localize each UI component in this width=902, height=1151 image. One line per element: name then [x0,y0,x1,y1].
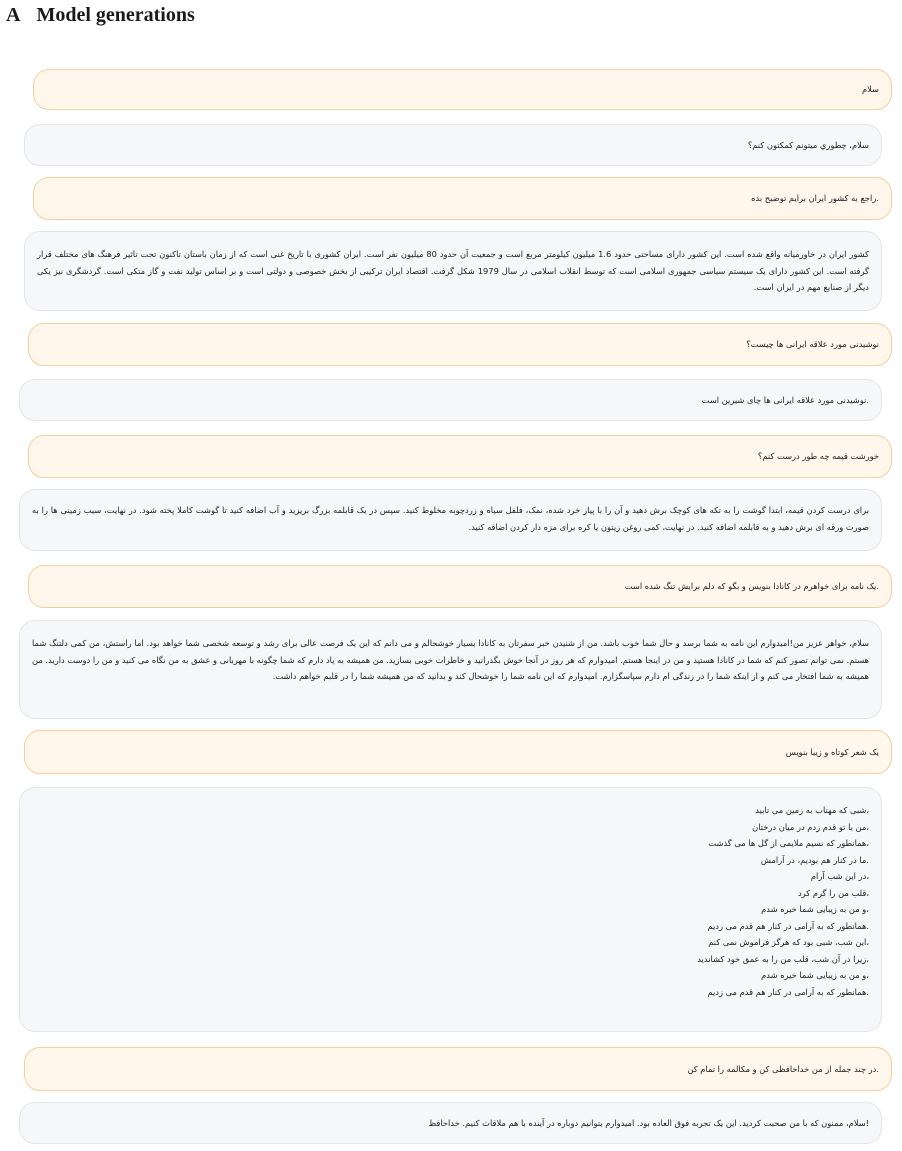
model-response [19,379,882,421]
model-response-text: سلام، خواهر عزیز من!امیدوارم این نامه به شما برسد و حال شما خوب باشد. من از شنیدن خبر سفرتان به کانادا بسیار خوشحالم و می دانم که این یک فرصت عالی برای رشد و توسعه شخصی شما خواهد بود. اما راستش، من کمی دلتنگ شما هستم. نمی توانم تصور کنم که شما در کانادا هستید و من در اینجا هستم. امیدوارم که هر روز در آنجا خوش بگذرانید و خاطرات خوبی بسازید. من همیشه به یاد دارم که شما چگونه با مهربانی و عشق به من نگاه می کنید و من را دوست دارید. من همیشه به شما افتخار می کنم و از اینکه شما را در زندگی ام دارم سپاسگزارم. امیدوارم که این نامه شما را خوشحال کند و بدانید که من همیشه شما را در قلبم خواهم داشت. [32,638,869,681]
user-message-text: سلام [861,84,879,95]
model-response [19,620,882,719]
poem-line: .ما در کنار هم بودیم، در آرامش [760,854,869,865]
user-message-text: یک شعر کوتاه و زیبا بنویس [785,746,879,757]
poem-line: .همانطور که به آرامی در کنار هم قدم می زدیم [707,920,869,931]
poem-line: ،و من به زیبایی شما خیره شدم [761,904,869,914]
user-message-text: نوشیدنی مورد علاقه ایرانی ها چیست؟ [746,339,879,350]
user-message-text: خورشت قیمه چه طور درست کنم؟ [757,451,879,462]
user-message [28,435,892,478]
user-message-text: .در چند جمله از من خداحافظی کن و مکالمه را تمام کن [687,1063,879,1074]
user-message [28,565,892,608]
poem-line: ،این شب، شبی بود که هرگز فراموش نمی کنم [708,937,869,947]
model-response [19,489,882,551]
poem-line: ،قلب من را گرم کرد [797,887,869,898]
user-message [24,730,892,774]
poem-line: ،من با تو قدم زدم در میان درختان [752,821,869,832]
poem-line: .همانطور که به آرامی در کنار هم قدم می زدیم [707,986,869,997]
model-response-text: کشور ایران در خاورمیانه واقع شده است. این کشور دارای مساحتی حدود 1.6 میلیون کیلومتر مربع است و جمعیت آن حدود 80 میلیون نفر است. ایران کشوری با تاریخ غنی است که از زمان باستان تاکنون تحت تاثیر فرهنگ های مختلف قرار گرفته است. این کشور دارای یک سیستم سیاسی جمهوری اسلامی است که توسط انقلاب اسلامی در سال 1979 شکل گرفت. اقتصاد ایران ترکیبی از بخش خصوصی و دولتی است و بر اساس تولید نفت و گاز متکی است. گردشگری نیز یکی دیگر از صنایع مهم در ایران است. [37,249,869,292]
model-response-text: سلام، چطوري ميتونم كمكتون كنم؟ [747,139,869,150]
model-response [19,1102,882,1144]
poem-line: ،شبی که مهتاب به زمین می تابید [755,805,869,815]
poem-line: ،و من به زیبایی شما خیره شدم [761,970,869,980]
user-message [33,69,892,110]
poem-line: ،در این شب آرام [810,871,869,881]
user-message [28,323,892,366]
model-response-text: !سلام، ممنون که با من صحبت کردید. این یک تجربه فوق العاده بود. امیدوارم بتوانیم دوباره در آینده با هم ملاقات کنیم. خداحافظ [428,1117,869,1128]
model-response-text: .نوشیدنی مورد علاقه ایرانی ها چای شیرین است [701,394,869,405]
user-message-text: .یک نامه برای خواهرم در کانادا بنویس و بگو که دلم برایش تنگ شده است [624,581,879,592]
user-message [33,177,892,220]
user-message [24,1047,892,1091]
section-title: Model generations [36,4,195,26]
poem-line: ،زیرا در آن شب، قلب من را به عمق خود کشاندید [697,953,869,964]
model-response-poem [19,787,882,1032]
model-response [24,124,882,166]
model-response-text: برای درست کردن قیمه، ابتدا گوشت را به تکه های کوچک برش دهید و آن را با پیاز خرد شده، نمک، فلفل سیاه و زردچوبه مخلوط کنید. سپس در یک قابلمه بزرگ بریزید و آب اضافه کنید تا گوشت کاملا پخته شود. در نهایت، سیب زمینی ها را به صورت ورقه ای برش دهید و به قابلمه اضافه کنید. در نهایت، کمی روغن زیتون یا کره برای مزه دار کردن اضافه کنید. [32,505,869,532]
section-letter: A [6,4,21,26]
user-message-text: .راجع به کشور ایران برایم توضیح بده [751,193,879,204]
model-response [24,231,882,311]
poem-line: ،همانطور که نسیم ملایمی از گل ها می گذشت [708,838,869,848]
